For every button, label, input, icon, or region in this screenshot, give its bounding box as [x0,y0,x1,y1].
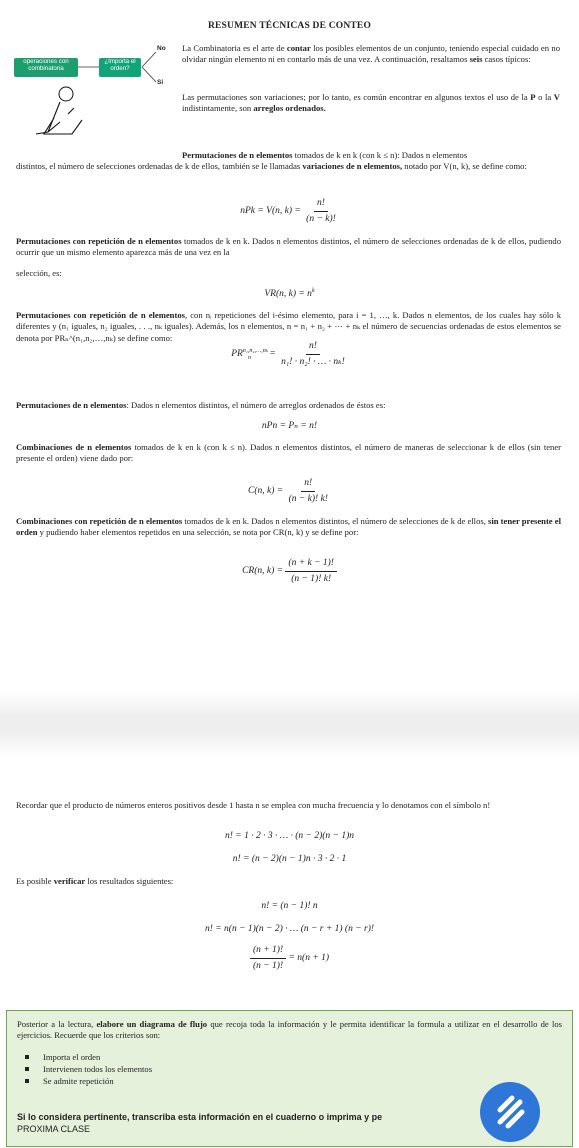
formula-factorial-1: n! = 1 · 2 · 3 · … · (n − 2)(n − 1)n [225,831,354,841]
final-note: Si lo considera pertinente, transcriba esta información en el cuaderno o imprima y pe PROXIMA CLASE [17,1112,383,1135]
diagram-lines [14,48,174,153]
decision-diagram [14,45,174,153]
pencil-slash-icon-graphic [480,1082,540,1142]
criteria-list [43,1051,152,1087]
section-3-text: Permutaciones con repetición de n elementos, con nᵢ repeticiones del i-ésimo elemento, para i = 1, …, k. Dados n elementos, de los cuales hay sólo k diferentes y (n₁ iguales, n₂ iguales, . . ., nₖ iguales). Además, los n elementos, n = n₁ + n₂ + ⋯ + nₖ el número de secuencias ordenadas de estos elementos se denota por PRₙ^(n₁,n₂,…,nₖ) se define como: [16,310,561,343]
callout-text: Posterior a la lectura, elabore un diagrama de flujo que recoja toda la información y le permita identificar la formula a utilizar en el desarrollo de los ejercicios. Recuerde que los criterios son: [17,1019,563,1041]
formula-identity-3: $\frac{(n + 1)!}{(n - 1)!}$ = n(n + 1) [0,944,579,972]
section-4-text: Permutaciones de n elementos: Dados n elementos distintos, el número de arreglos ordenados de éstos es: [16,400,386,410]
formula-factorial-2: n! = (n − 2)(n − 1)n · 3 · 2 · 1 [232,854,347,864]
formula-combination: C(n, k) = $\frac{n!}{(n - k)! k!}$ [248,478,328,504]
formula-permutation: nPk = V(n, k) = $\frac{n!}{(n - k)!}$ [240,198,336,224]
section-1-text: distintos, el número de selecciones ordenadas de k de ellos, también se le llamadas variaciones de n elementos, notado por V(n, k), se define como: [16,161,527,171]
formula-identity-1: n! = (n − 1)! n [261,901,318,911]
page-separator [0,690,579,758]
formula-permutation-repetition: $PR^{n_1,n_2,\dots,n_k}_n$ = $\frac{n!}{\text{n₁! · n₂! · … · nₖ!}}$ [231,341,345,367]
formula-identity-2: n! = n(n − 1)(n − 2) · … (n − r + 1) (n − r)! [204,924,375,934]
order-question-box: ¿Importa el orden? [99,58,141,77]
list-item: Se admite repetición [43,1075,152,1087]
list-item: Importa el orden [43,1051,152,1063]
verify-paragraph: Es posible verificar los resultados siguientes: [16,876,174,886]
pencil-slash-icon[interactable] [480,1082,540,1142]
section-2-text: Permutaciones con repetición de n elementos tomados de k en k. Dados n elementos distintos, el número de selecciones ordenadas de k de ellos, pudiendo ocurrir que un mismo elemento aparezca más de una vez en la [16,236,561,258]
section-5-text: Combinaciones de n elementos tomados de k en k (con k ≤ n). Dados n elementos distintos, el número de maneras de seleccionar k de ellos (sin tener presente el orden) viene dado por: [16,442,561,464]
formula-combination-repetition: CR(n, k) = $\frac{(n + k - 1)!}{(n - 1)! k!}$ [0,557,579,585]
operations-box: operaciones con combinatoria [14,58,78,77]
factorial-paragraph: Recordar que el producto de números enteros positivos desde 1 hasta n se emplea con mucha frecuencia y lo denotamos con el símbolo n! [16,800,491,810]
list-item: Intervienen todos los elementos [43,1064,153,1074]
si-label: Si [157,79,164,86]
formula-variation-repetition: VR(n, $k) = n^k$ [264,288,315,300]
intro-paragraph-1: La Combinatoria es el arte de contar los posibles elementos de un conjunto, teniendo especial cuidado en no olvidar ningún elemento ni en contarlo más de una vez. A continuación, resaltamos seis casos típicos: [182,43,561,65]
document-title: RESUMEN TÉCNICAS DE CONTEO [207,21,372,31]
intro-paragraph-2: Las permutaciones son variaciones; por lo tanto, es común encontrar en algunos textos el uso de la P o la V indistintamente, son arreglos ordenados. [182,92,560,114]
section-2-text-2: selección, es: [16,268,62,278]
formula-permutation-total: nPn = Pₙ = n! [261,421,318,431]
no-label: No [157,45,166,52]
section-1-heading: Permutaciones de n elementos tomados de k en k (con k ≤ n): Dados n elementos [182,150,468,160]
section-6-text: Combinaciones con repetición de n elementos tomados de k en k. Dados n elementos distintos, el número de selecciones de k de ellos, sin tener presente el orden y pudiendo haber elementos repetidos en una selección, se nota por CR(n, k) y se define por: [16,516,561,538]
